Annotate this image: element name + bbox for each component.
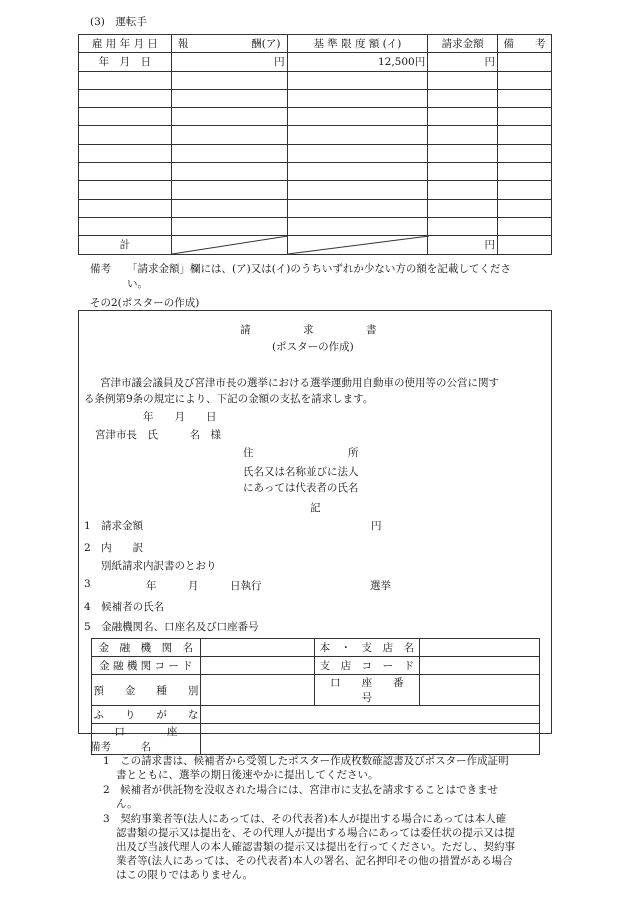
bank-table xyxy=(91,638,540,755)
item4-candidate-name: 4 候補者の氏名 xyxy=(84,601,165,613)
cell-claim-yen: 円 xyxy=(428,53,498,71)
note3-line2: 認書類の提示又は提出を、その代理人が提出する場合にあっては委任状の提示又は提 xyxy=(116,827,515,839)
branch-code-field xyxy=(420,657,540,675)
note3-line5: はこの限りではありません。 xyxy=(116,869,254,881)
account-number-field xyxy=(420,675,540,706)
ki-mark: 記 xyxy=(310,502,321,514)
total-label: 計 xyxy=(79,236,172,254)
form-body-line1: 宮津市議会議員及び宮津市長の選挙における選挙運動用自動車の使用等の公営に関す xyxy=(100,377,499,389)
bank-name-field xyxy=(200,639,314,657)
item2-detail: 別紙請求内訳書のとおり xyxy=(101,560,217,572)
note3-line3: 出及び当該代理人の本人確認書類の提示又は提出を行ってください。ただし、契約事 xyxy=(116,841,515,853)
section-heading-poster: その2(ポスターの作成) xyxy=(90,297,200,309)
furigana-label: ふ り が な xyxy=(92,706,201,724)
table-row xyxy=(79,71,552,89)
diagonal-slash xyxy=(172,236,288,254)
cell-date: 年 月 日 xyxy=(79,53,172,71)
table-row xyxy=(79,126,552,144)
note-label: 備考 xyxy=(90,263,111,275)
note-text-line2: い。 xyxy=(127,278,148,290)
note1-line2: 書とともに、選挙の期日後速やかに提出してください。 xyxy=(116,769,379,781)
branch-code-label: 支 店 コ ー ド xyxy=(314,657,420,675)
cell-remuneration-yen: 円 xyxy=(171,53,287,71)
form-addressee: 宮津市長 氏 名 様 xyxy=(95,429,221,441)
account-name-field xyxy=(200,724,539,755)
note2-line2: ん。 xyxy=(116,798,138,810)
table-row xyxy=(92,706,540,724)
table-row xyxy=(92,724,540,755)
name-label-line1: 氏名又は名称並びに法人 xyxy=(243,466,359,478)
cell-limit-amount: 12,500円 xyxy=(287,53,428,71)
item3-election: 選挙 xyxy=(370,580,391,592)
section-heading-driver: (3) 運転手 xyxy=(90,16,147,28)
bank-code-field xyxy=(200,657,314,675)
form-date: 年 月 日 xyxy=(143,411,217,423)
branch-name-field xyxy=(420,639,540,657)
table-row xyxy=(79,181,552,199)
total-limit-slash xyxy=(287,236,428,254)
form-title: 請 求 書 xyxy=(240,324,377,336)
note3-line4: 業者等(法人にあっては、その代表者)本人の署名、記名押印その他の措置がある場合 xyxy=(116,855,513,867)
notes-label: 備考 xyxy=(90,741,111,753)
header-remuneration: 報 酬(ア) xyxy=(171,35,287,53)
form-body-line2: る条例第9条の規定により、下記の金額の支払を請求します。 xyxy=(84,393,374,405)
header-claim-amount: 請求金額 xyxy=(428,35,498,53)
account-number-label: 口 座 番 号 xyxy=(314,675,420,706)
table-row xyxy=(79,53,552,71)
item5-bank-info: 5 金融機関名、口座名及び口座番号 xyxy=(84,621,259,633)
form-subtitle: (ポスターの作成) xyxy=(272,341,354,353)
note3-line1: 3 契約事業者等(法人にあっては、その代表者)本人が提出する場合にあっては本人確 xyxy=(103,813,507,825)
table-row xyxy=(92,639,540,657)
item1-claim-amount: 1 請求金額 xyxy=(84,520,144,532)
table-row xyxy=(79,144,552,162)
driver-table xyxy=(78,34,552,255)
table-row xyxy=(79,89,552,107)
bank-code-label: 金 融 機 関 コ ー ド xyxy=(92,657,201,675)
header-remarks: 備 考 xyxy=(498,35,552,53)
header-standard-limit: 基 準 限 度 額 (イ) xyxy=(287,35,428,53)
account-name-label: 口 座 名 xyxy=(92,724,201,755)
table-row xyxy=(79,108,552,126)
note2-line1: 2 候補者が供託物を没収された場合には、宮津市に支払を請求することはできませ xyxy=(103,784,499,796)
table-row xyxy=(79,163,552,181)
table-row xyxy=(92,657,540,675)
item2-breakdown: 2 内 訳 xyxy=(84,542,144,554)
address-label: 住 所 xyxy=(243,447,359,459)
note1-line1: 1 この請求書は、候補者から受領したポスター作成枚数確認書及びポスター作成証明 xyxy=(103,755,509,767)
header-employment-date: 雇 用 年 月 日 xyxy=(79,35,172,53)
name-label-line2: にあっては代表者の氏名 xyxy=(243,482,359,494)
branch-name-label: 本 ・ 支 店 名 xyxy=(314,639,420,657)
furigana-field xyxy=(200,706,539,724)
cell-remarks xyxy=(498,53,552,71)
diagonal-slash xyxy=(288,236,429,254)
item3-date: 年 月 日執行 xyxy=(146,580,262,592)
table-row xyxy=(79,217,552,235)
deposit-type-label: 預 金 種 別 xyxy=(92,675,201,706)
total-remuneration-slash xyxy=(171,236,287,254)
table-row xyxy=(79,199,552,217)
item3-num: 3 xyxy=(84,578,91,590)
total-claim-yen: 円 xyxy=(428,236,498,254)
deposit-type-field xyxy=(200,675,314,706)
table-row xyxy=(92,675,540,706)
item1-yen: 円 xyxy=(371,520,382,532)
bank-name-label: 金 融 機 関 名 xyxy=(92,639,201,657)
table-total-row xyxy=(79,236,552,254)
table-header-row xyxy=(79,35,552,53)
note-text-line1: 「請求金額」欄には、(ア)又は(イ)のうちいずれか少ない方の額を記載してくださ xyxy=(127,263,511,275)
total-remarks xyxy=(498,236,552,254)
